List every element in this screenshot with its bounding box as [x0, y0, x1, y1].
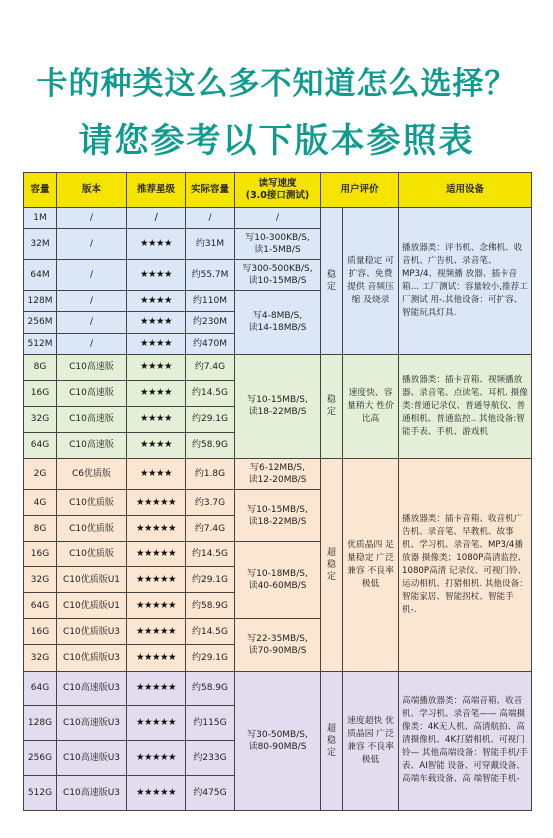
header-row — [24, 173, 532, 208]
cell-version: / — [57, 291, 127, 312]
cell-rating: ★★★★★ — [127, 645, 186, 671]
cell-actual: 约470M — [186, 333, 235, 354]
cell-version: C10优质版U1 — [57, 567, 127, 593]
cell-actual: 约58.9G — [186, 671, 235, 706]
cell-version: / — [57, 208, 127, 229]
cell-actual: / — [186, 208, 235, 229]
cell-speed: 写300-500KB/S, 读10-15MB/S — [235, 260, 321, 291]
cell-capacity: 64G — [24, 671, 57, 706]
cell-version: C10优质版U1 — [57, 593, 127, 619]
cell-stability-grade: 稳 定 — [321, 208, 343, 355]
cell-user-review: 优质晶四 足量稳定 广泛兼容 不良率极低 — [343, 459, 399, 672]
cell-rating: ★★★★ — [127, 459, 186, 490]
cell-rating: ★★★★★ — [127, 619, 186, 645]
table-row — [24, 354, 532, 380]
cell-rating: ★★★★ — [127, 312, 186, 333]
cell-user-review: 速度超快 优质晶园 广泛兼容 不良率极低 — [343, 671, 399, 810]
cell-capacity: 32G — [24, 406, 57, 432]
cell-stability-grade: 超 稳 定 — [321, 671, 343, 810]
cell-speed: 写10-300KB/S, 读1-5MB/S — [235, 229, 321, 260]
cell-rating: ★★★★★ — [127, 567, 186, 593]
cell-actual: 约29.1G — [186, 567, 235, 593]
cell-stability-grade: 稳 定 — [321, 354, 343, 458]
cell-version: / — [57, 229, 127, 260]
cell-rating: ★★★★ — [127, 260, 186, 291]
cell-version: C10优质版U3 — [57, 645, 127, 671]
cell-version: C10高速版U3 — [57, 706, 127, 741]
cell-speed: 写22-35MB/S, 读70-90MB/S — [235, 619, 321, 671]
cell-actual: 约29.1G — [186, 645, 235, 671]
cell-stability-grade: 超 稳 定 — [321, 459, 343, 672]
cell-rating: ★★★★★ — [127, 542, 186, 567]
cell-capacity: 32G — [24, 567, 57, 593]
cell-version: C6优质版 — [57, 459, 127, 490]
cell-capacity: 16G — [24, 542, 57, 567]
cell-applicable-devices: 播放器类：评书机、念佛机、收音机、广告机、录音笔、MP3/4、视频播 放器、插卡音箱… 工厂测试：容量较小,推荐工厂测试 用-.其他设备：可扩容、智能玩具灯具. — [399, 208, 532, 355]
cell-actual: 约31M — [186, 229, 235, 260]
cell-actual: 约1.8G — [186, 459, 235, 490]
table-row — [24, 208, 532, 229]
cell-actual: 约110M — [186, 291, 235, 312]
cell-speed: 写4-8MB/S, 读14-18MB/S — [235, 291, 321, 354]
comparison-table-wrap — [23, 172, 531, 811]
cell-version: C10高速版U3 — [57, 775, 127, 810]
cell-rating: ★★★★ — [127, 333, 186, 354]
cell-capacity: 512M — [24, 333, 57, 354]
cell-capacity: 1M — [24, 208, 57, 229]
cell-actual: 约14.5G — [186, 380, 235, 406]
cell-version: C10优质版 — [57, 542, 127, 567]
header-capacity: 容量 — [24, 173, 57, 208]
cell-actual: 约475G — [186, 775, 235, 810]
cell-rating: ★★★★ — [127, 406, 186, 432]
cell-version: C10高速版 — [57, 432, 127, 458]
cell-version: / — [57, 312, 127, 333]
table-row — [24, 459, 532, 490]
cell-rating: ★★★★★ — [127, 516, 186, 542]
cell-rating: ★★★★ — [127, 380, 186, 406]
cell-actual: 约115G — [186, 706, 235, 741]
cell-version: C10高速版U3 — [57, 741, 127, 776]
cell-speed: 写30-50MB/S, 读80-90MB/S — [235, 671, 321, 810]
cell-version: C10高速版 — [57, 406, 127, 432]
cell-capacity: 4G — [24, 490, 57, 516]
cell-capacity: 256M — [24, 312, 57, 333]
cell-capacity: 256G — [24, 741, 57, 776]
cell-actual: 约55.7M — [186, 260, 235, 291]
cell-version: / — [57, 260, 127, 291]
cell-capacity: 8G — [24, 516, 57, 542]
cell-rating: ★★★★★ — [127, 671, 186, 706]
cell-applicable-devices: 播放器类：插卡音箱、视频播放器、录音笔、点读笔、耳机. 摄像类:普通记录仪、普通导航仪、普通相机、普通监控.. 其他设备:智能手表、手机、游戏机 — [399, 354, 532, 458]
cell-version: C10优质版U3 — [57, 619, 127, 645]
cell-speed: 写6-12MB/S, 读12-20MB/S — [235, 459, 321, 490]
cell-version: C10优质版 — [57, 490, 127, 516]
cell-capacity: 8G — [24, 354, 57, 380]
cell-version: C10高速版 — [57, 380, 127, 406]
cell-speed: 写10-15MB/S, 读18-22MB/S — [235, 490, 321, 542]
cell-rating: ★★★★★ — [127, 593, 186, 619]
title-banner — [0, 0, 553, 168]
cell-actual: 约233G — [186, 741, 235, 776]
header-speed: 读写速度 (3.0接口测试) — [235, 173, 321, 208]
cell-capacity: 512G — [24, 775, 57, 810]
cell-speed: 写10-18MB/S, 读40-60MB/S — [235, 542, 321, 619]
cell-capacity: 128G — [24, 706, 57, 741]
cell-applicable-devices: 播放器类：插卡音箱、收音机广告机、录音笔、早教机、故事机、学习机、录音笔、MP3/4播放器 摄像类；1080P高清监控、1080P高清 记录仪、可视门铃、运动相机、打猎相机. 其他设备：智能家居、智能拐杖、智能手机-. — [399, 459, 532, 672]
cell-actual: 约58.9G — [186, 593, 235, 619]
cell-user-review: 质量稳定 可扩容、免费提供 音频压缩 及烧录 — [343, 208, 399, 355]
cell-capacity: 2G — [24, 459, 57, 490]
cell-rating: ★★★★★ — [127, 490, 186, 516]
cell-capacity: 128M — [24, 291, 57, 312]
cell-capacity: 32M — [24, 229, 57, 260]
header-rating: 推荐星级 — [127, 173, 186, 208]
cell-version: C10优质版 — [57, 516, 127, 542]
cell-actual: 约7.4G — [186, 516, 235, 542]
table-row — [24, 671, 532, 706]
header-devices: 适用设备 — [399, 173, 532, 208]
cell-actual: 约58.9G — [186, 432, 235, 458]
cell-actual: 约3.7G — [186, 490, 235, 516]
cell-rating: ★★★★ — [127, 432, 186, 458]
cell-actual: 约14.5G — [186, 619, 235, 645]
cell-actual: 约7.4G — [186, 354, 235, 380]
header-actual: 实际容量 — [186, 173, 235, 208]
cell-capacity: 64G — [24, 432, 57, 458]
cell-user-review: 速度快、容量稍大 性价比高 — [343, 354, 399, 458]
cell-rating: ★★★★★ — [127, 706, 186, 741]
cell-actual: 约14.5G — [186, 542, 235, 567]
cell-actual: 约230M — [186, 312, 235, 333]
header-review: 用户评价 — [321, 173, 399, 208]
cell-capacity: 16G — [24, 380, 57, 406]
cell-version: / — [57, 333, 127, 354]
page-title: 卡的种类这么多不知道怎么选择？ — [36, 66, 517, 102]
cell-version: C10高速版U3 — [57, 671, 127, 706]
cell-actual: 约29.1G — [186, 406, 235, 432]
comparison-table — [23, 172, 532, 811]
header-version: 版本 — [57, 173, 127, 208]
cell-capacity: 64M — [24, 260, 57, 291]
cell-rating: / — [127, 208, 186, 229]
cell-speed: 写10-15MB/S, 读18-22MB/S — [235, 354, 321, 458]
cell-speed: / — [235, 208, 321, 229]
cell-rating: ★★★★★ — [127, 741, 186, 776]
cell-applicable-devices: 高端播放器类：高端音箱、收音机、学习机、录音笔—— 高端摄像类：4K无人机、高清航拍、高清摄像机、4K打猎相机、可视门铃— 其他高端设备：智能手机/手表、AI智能 设备、可穿戴设备、高端车载设备、高 端智能手机- — [399, 671, 532, 810]
cell-rating: ★★★★ — [127, 229, 186, 260]
cell-version: C10高速版 — [57, 354, 127, 380]
page-subtitle: 请您参考以下版本参照表 — [78, 121, 475, 161]
cell-rating: ★★★★ — [127, 354, 186, 380]
cell-capacity: 32G — [24, 645, 57, 671]
cell-capacity: 16G — [24, 619, 57, 645]
cell-capacity: 64G — [24, 593, 57, 619]
cell-rating: ★★★★ — [127, 291, 186, 312]
cell-rating: ★★★★★ — [127, 775, 186, 810]
